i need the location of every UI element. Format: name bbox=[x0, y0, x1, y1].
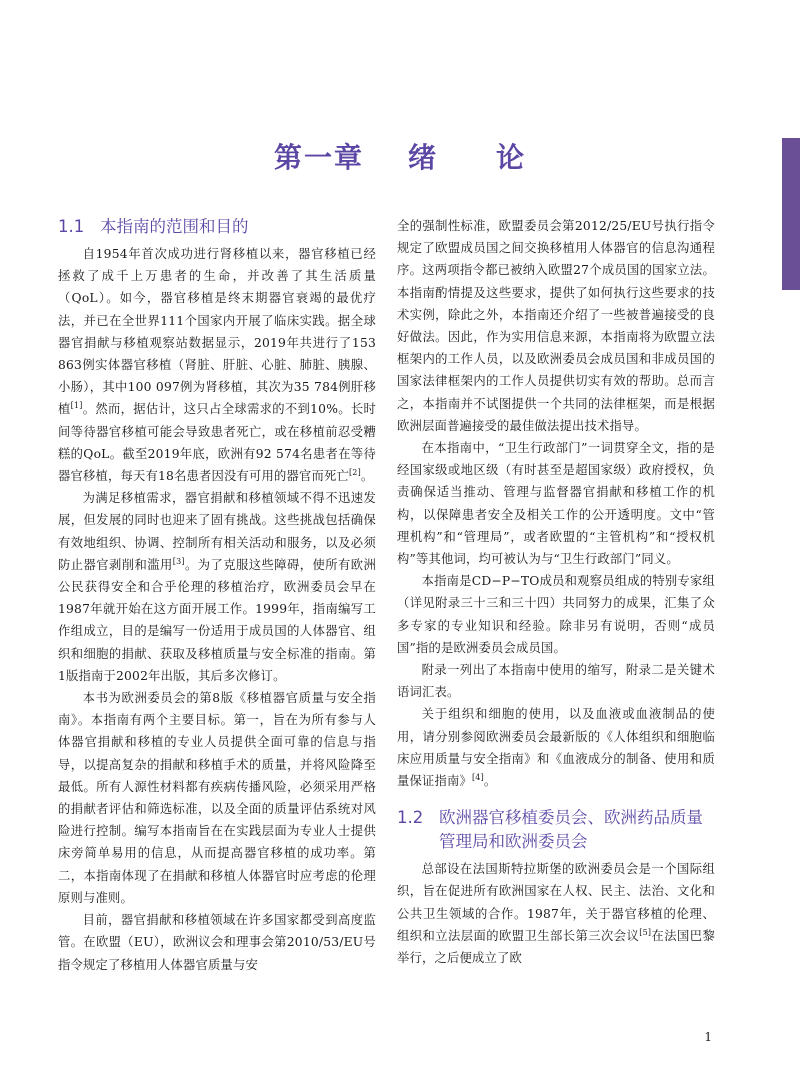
paragraph: 总部设在法国斯特拉斯堡的欧洲委员会是一个国际组织，旨在促进所有欧洲国家在人权、民主、法治、文化和公共卫生领域的合作。1987年，关于器官移植的伦理、组织和立法层面的欧盟卫生部长第三次会议[5]在法国巴黎举行，之后便成立了欧 bbox=[397, 862, 715, 966]
right-column bbox=[397, 215, 715, 969]
paragraph: 自1954年首次成功进行肾移植以来，器官移植已经拯救了成千上万患者的生命，并改善了其生活质量（QoL）。如今，器官移植是终末期器官衰竭的最优疗法，并已在全世界111个国家内开展了临床实践。据全球器官捐献与移植观察站数据显示，2019年共进行了153 863例实体器官移植（肾脏、肝脏、心脏、肺脏、胰腺、小肠），其中100 097例为肾移植，其次为35 784例肝移植[1]。然而，据估计，这只占全球需求的不到10%。长时间等待器官移植可能会导致患者死亡，或在移植前忍受糟糕的QoL。截至2019年底，欧洲有92 574名患者在等待器官移植，每天有18名患者因没有可用的器官而死亡[2]。 bbox=[58, 247, 376, 484]
citation[interactable]: [5] bbox=[639, 927, 652, 937]
citation[interactable]: [2] bbox=[348, 467, 361, 477]
citation[interactable]: [4] bbox=[471, 772, 484, 782]
chapter-title-main: 第一章 bbox=[273, 141, 364, 174]
paragraph: 目前，器官捐献和移植领域在许多国家都受到高度监管。在欧盟（EU），欧洲议会和理事会第2010/53/EU号指令规定了移植用人体器官质量与安 bbox=[58, 913, 376, 972]
section-number: 1.2 bbox=[397, 808, 424, 828]
chapter-title-char2: 论 bbox=[496, 141, 527, 174]
citation[interactable]: [3] bbox=[172, 556, 185, 566]
section-heading-1-2 bbox=[397, 806, 715, 854]
section-heading-1-1 bbox=[58, 215, 376, 239]
section-number: 1.1 bbox=[58, 217, 85, 236]
paragraph: 本书为欧洲委员会的第8版《移植器官质量与安全指南》。本指南有两个主要目标。第一，旨在为所有参与人体器官捐献和移植的专业人员提供全面可靠的信息与指导，以提高复杂的捐献和移植手术的质量，并将风险降至最低。所有人源性材料都有疾病传播风险，必须采用严格的捐献者评估和筛选标准，以及全面的质量评估系统对风险进行控制。编写本指南旨在在实践层面为专业人士提供床旁简单易用的信息，从而提高器官移植的成功率。第二，本指南体现了在捐献和移植人体器官时应考虑的伦理原则与准则。 bbox=[58, 691, 376, 905]
paragraph: 在本指南中，“卫生行政部门”一词贯穿全文，指的是经国家级或地区级（有时甚至是超国家级）政府授权，负责确保适当推动、管理与监督器官捐献和移植工作的机构，以保障患者安全及相关工作的公开透明度。文中“管理机构”和“管理局”，或者欧盟的“主管机构”和“授权机构”等其他词，均可被认为与“卫生行政部门”同义。 bbox=[397, 441, 715, 567]
paragraph: 关于组织和细胞的使用，以及血液或血液制品的使用，请分别参阅欧洲委员会最新版的《人体组织和细胞临床应用质量与安全指南》和《血液成分的制备、使用和质量保证指南》[4]。 bbox=[397, 707, 715, 789]
paragraph: 本指南是CD−P−TO成员和观察员组成的特别专家组（详见附录三十三和三十四）共同努力的成果，汇集了众多专家的专业知识和经验。除非另有说明，否则“成员国”指的是欧洲委员会成员国。 bbox=[397, 574, 715, 655]
paragraph: 全的强制性标准，欧盟委员会第2012/25/EU号执行指令规定了欧盟成员国之间交换移植用人体器官的信息沟通程序。这两项指令都已被纳入欧盟27个成员国的国家立法。本指南酌情提及这些要求，提供了如何执行这些要求的技术实例，除此之外，本指南还介绍了一些被普遍接受的良好做法。因此，作为实用信息来源，本指南将为欧盟立法框架内的工作人员，以及欧洲委员会成员国和非成员国的国家法律框架内的工作人员提供切实有效的帮助。总而言之，本指南并不试图提供一个共同的法律框架，而是根据欧洲层面普遍接受的最佳做法提出技术指导。 bbox=[397, 219, 715, 433]
paragraph: 附录一列出了本指南中使用的缩写，附录二是关键术语词汇表。 bbox=[397, 663, 715, 700]
section-title: 本指南的范围和目的 bbox=[100, 217, 249, 236]
chapter-title-char1: 绪 bbox=[407, 141, 438, 174]
paragraph: 为满足移植需求，器官捐献和移植领域不得不迅速发展，但发展的同时也迎来了固有挑战。这些挑战包括确保有效地组织、协调、控制所有相关活动和服务，以及必须防止器官剥削和滥用[3]。为了克服这些障碍，使所有欧洲公民获得安全和合乎伦理的移植治疗，欧洲委员会早在1987年就开始在这方面开展工作。1999年，指南编写工作组成立，目的是编写一份适用于成员国的人体器官、组织和细胞的捐献、获取及移植质量与安全标准的指南。第1版指南于2002年出版，其后多次修订。 bbox=[58, 491, 376, 683]
citation[interactable]: [1] bbox=[70, 401, 83, 411]
section-title: 欧洲器官移植委员会、欧洲药品质量管理局和欧洲委员会 bbox=[439, 808, 703, 852]
page-number: 1 bbox=[704, 1030, 712, 1044]
chapter-title bbox=[0, 136, 800, 176]
left-column bbox=[58, 215, 376, 976]
